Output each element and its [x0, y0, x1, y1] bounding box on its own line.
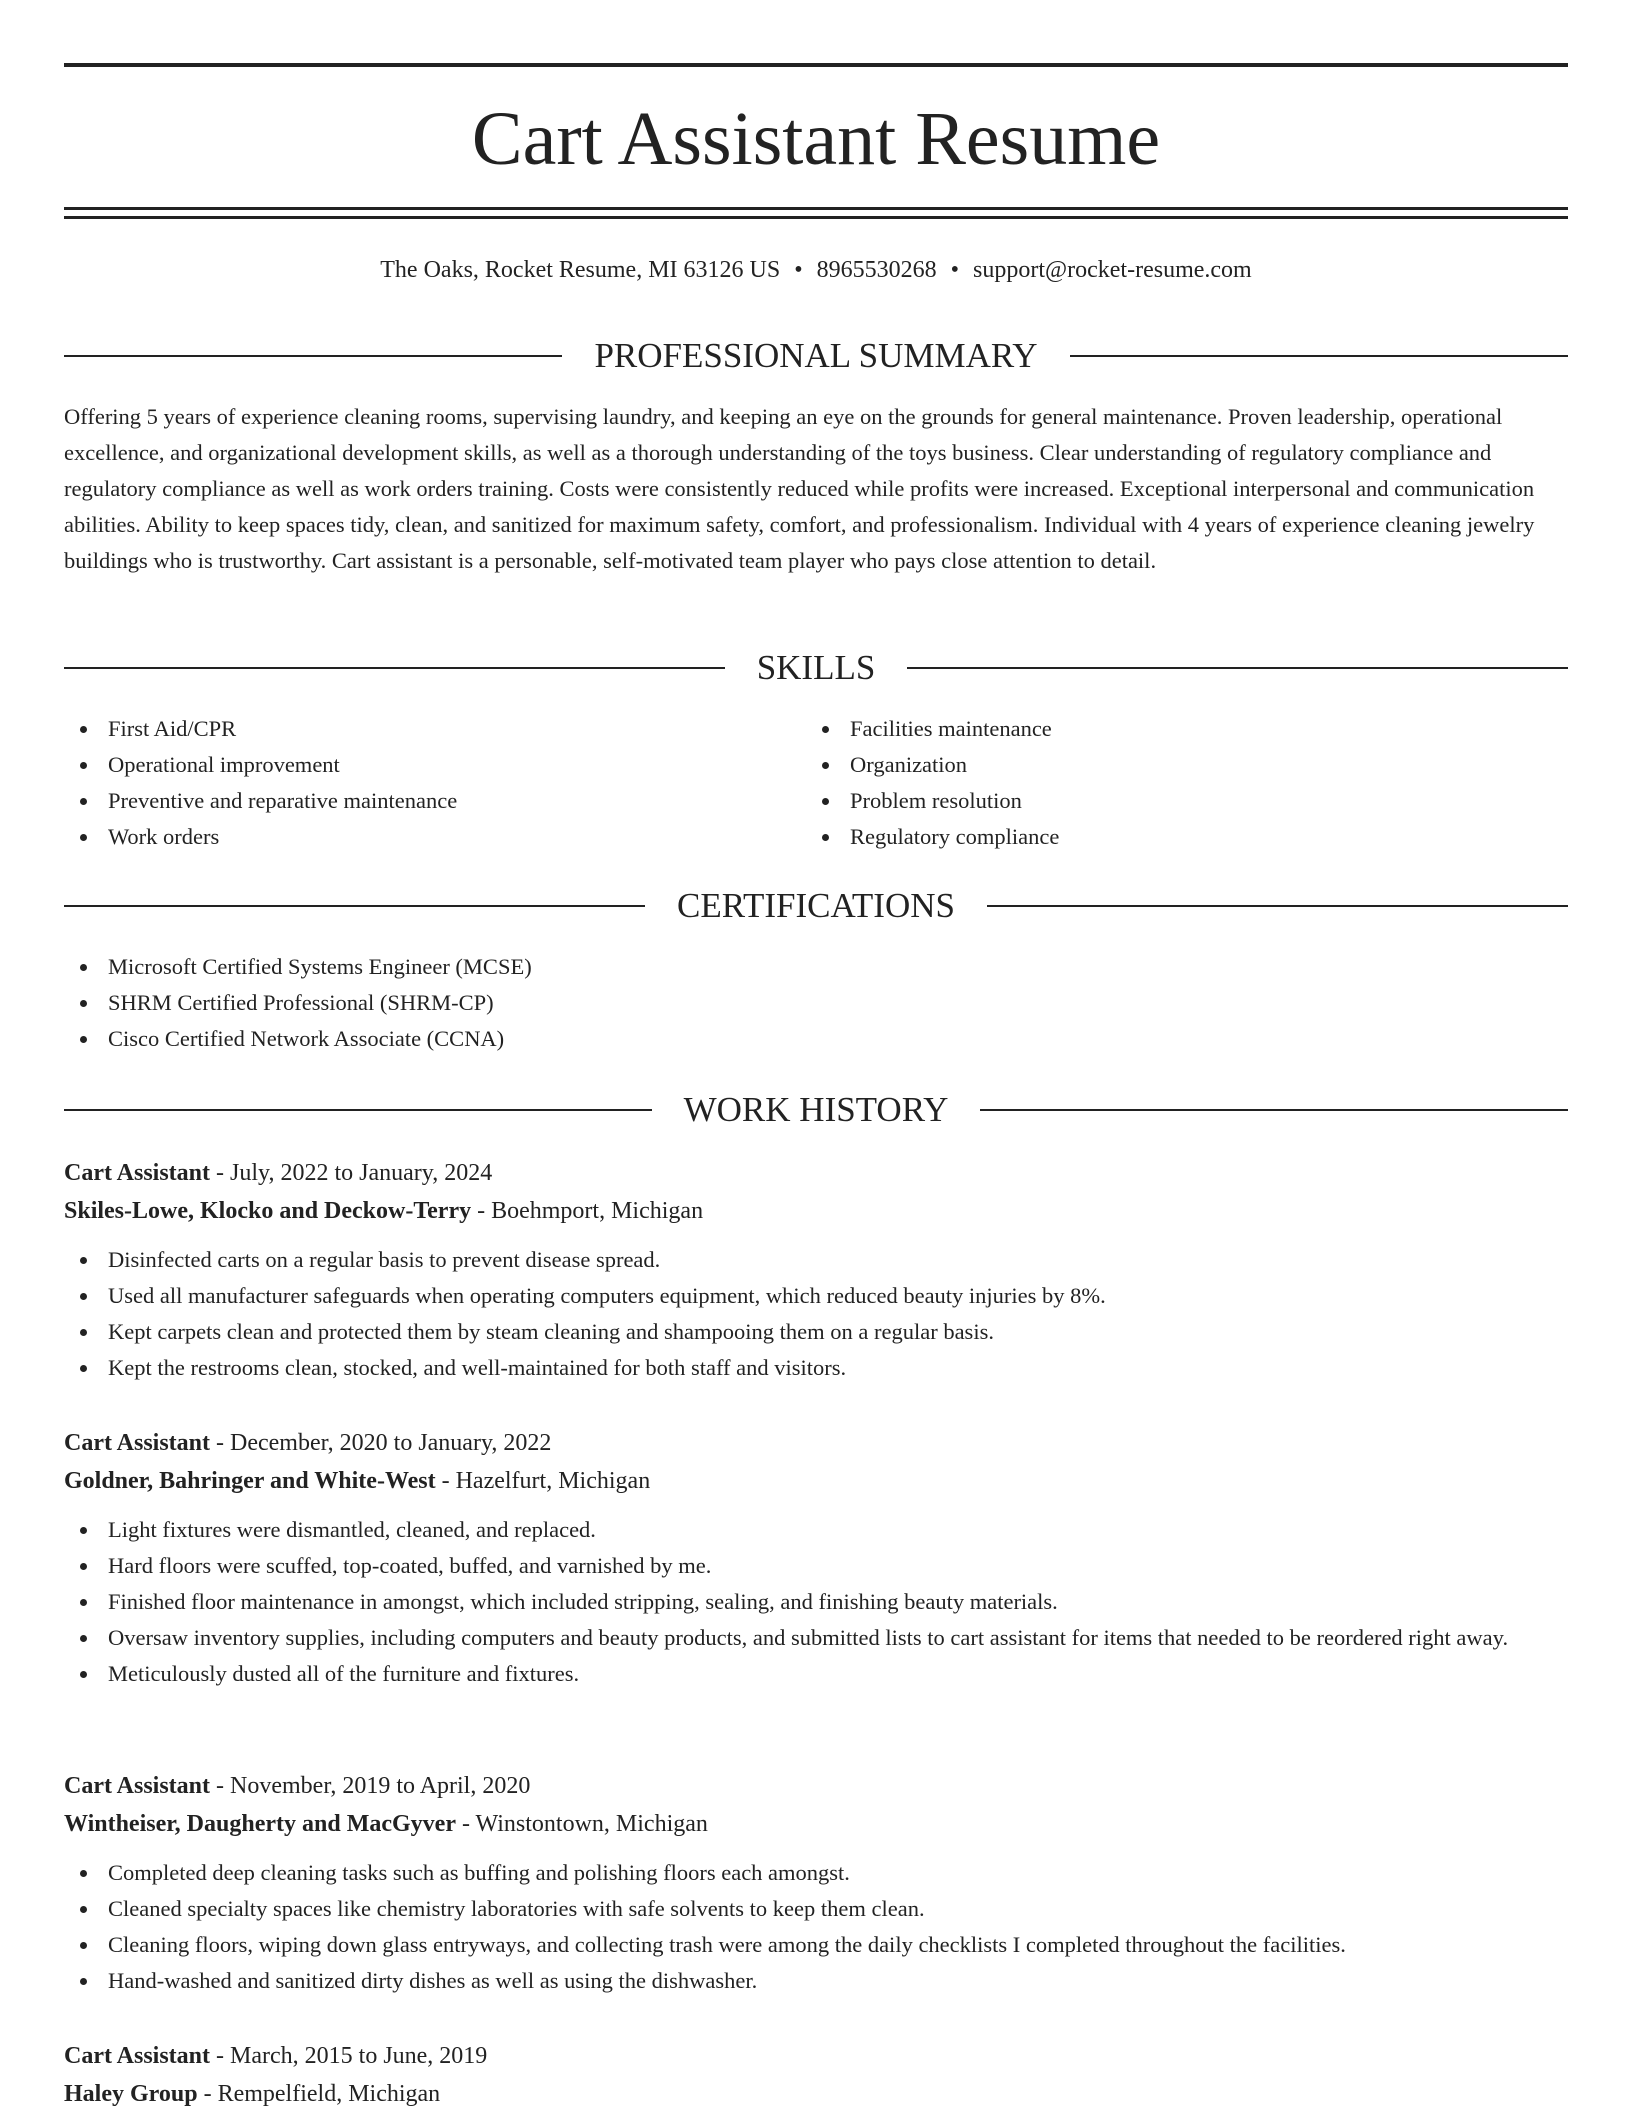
job-title-line	[64, 1424, 1568, 1462]
skills-column-left	[64, 711, 764, 855]
section-heading-summary	[64, 336, 1568, 376]
contact-address: The Oaks, Rocket Resume, MI 63126 US	[380, 257, 781, 283]
contact-separator: •	[794, 257, 803, 283]
job-duty-item: Used all manufacturer safeguards when operating computers equipment, which reduced beauty injuries by 8%.	[64, 1278, 1568, 1314]
job-duty-item: Finished floor maintenance in amongst, which included stripping, sealing, and finishing beauty materials.	[64, 1584, 1568, 1620]
skills-column-right	[806, 711, 1506, 855]
skill-item: Operational improvement	[64, 747, 764, 783]
skills-list	[806, 711, 1506, 855]
job-location: - Rempelfield, Michigan	[197, 2081, 441, 2107]
job-duty-item: Completed deep cleaning tasks such as buffing and polishing floors each amongst.	[64, 1855, 1568, 1891]
section-rule	[64, 355, 562, 357]
skill-item: Regulatory compliance	[806, 819, 1506, 855]
job-dates: - July, 2022 to January, 2024	[210, 1160, 493, 1186]
section-heading-work-history	[64, 1090, 1568, 1130]
job-role: Cart Assistant	[64, 1160, 211, 1186]
section-heading-skills	[64, 648, 1568, 688]
section-rule	[980, 1109, 1568, 1111]
job-entry	[64, 1424, 1568, 1692]
skill-item: First Aid/CPR	[64, 711, 764, 747]
section-rule	[987, 905, 1568, 907]
job-entry	[64, 2037, 1568, 2113]
header-double-rule-bottom	[64, 216, 1568, 219]
skill-item: Problem resolution	[806, 783, 1506, 819]
job-dates: - March, 2015 to June, 2019	[210, 2043, 488, 2069]
job-duty-item: Disinfected carts on a regular basis to prevent disease spread.	[64, 1242, 1568, 1278]
job-location: - Boehmport, Michigan	[471, 1198, 704, 1224]
job-entry	[64, 1767, 1568, 1999]
skills-list	[64, 711, 764, 855]
job-company: Haley Group	[64, 2081, 198, 2107]
job-duty-item: Hard floors were scuffed, top-coated, buffed, and varnished by me.	[64, 1548, 1568, 1584]
job-company-line	[64, 1462, 1568, 1500]
section-heading-certifications	[64, 886, 1568, 926]
summary-paragraph: Offering 5 years of experience cleaning rooms, supervising laundry, and keeping an eye on the grounds for general maintenance. Proven leadership, operational excellence, and organizational development skills, as well as a thorough understanding of the toys business. Clear understanding of regulatory compliance and regulatory compliance as well as work orders training. Costs were consistently reduced while profits were increased. Exceptional interpersonal and communication abilities. Ability to keep spaces tidy, clean, and sanitized for maximum safety, comfort, and professionalism. Individual with 4 years of experience cleaning jewelry buildings who is trustworthy. Cart assistant is a personable, self-motivated team player who pays close attention to detail.	[64, 404, 1535, 573]
job-title-line	[64, 1767, 1568, 1805]
job-role: Cart Assistant	[64, 1773, 211, 1799]
skill-item: Work orders	[64, 819, 764, 855]
job-title-line	[64, 1154, 1568, 1192]
job-location: - Hazelfurt, Michigan	[435, 1468, 651, 1494]
resume-title: Cart Assistant Resume	[471, 97, 1161, 181]
job-duty-item: Cleaned specialty spaces like chemistry laboratories with safe solvents to keep them clean.	[64, 1891, 1568, 1927]
certification-item: Microsoft Certified Systems Engineer (MCSE)	[64, 949, 1568, 985]
job-duty-item: Light fixtures were dismantled, cleaned, and replaced.	[64, 1512, 1568, 1548]
job-duty-item: Cleaning floors, wiping down glass entryways, and collecting trash were among the daily checklists I completed throughout the facilities.	[64, 1927, 1568, 1963]
job-duty-item: Kept the restrooms clean, stocked, and well-maintained for both staff and visitors.	[64, 1350, 1568, 1386]
section-rule	[64, 1109, 652, 1111]
contact-line	[64, 254, 1568, 286]
section-rule	[1070, 355, 1568, 357]
section-title: PROFESSIONAL SUMMARY	[594, 336, 1038, 375]
job-duties-list	[64, 1512, 1568, 1692]
skill-item: Organization	[806, 747, 1506, 783]
section-rule	[907, 667, 1568, 669]
job-role: Cart Assistant	[64, 2043, 211, 2069]
job-duty-item: Hand-washed and sanitized dirty dishes as well as using the dishwasher.	[64, 1963, 1568, 1999]
skill-item: Preventive and reparative maintenance	[64, 783, 764, 819]
job-duty-item: Meticulously dusted all of the furniture and fixtures.	[64, 1656, 1568, 1692]
certification-item: SHRM Certified Professional (SHRM-CP)	[64, 985, 1568, 1021]
section-rule	[64, 905, 645, 907]
job-duties-list	[64, 1242, 1568, 1386]
job-duty-item: Kept carpets clean and protected them by steam cleaning and shampooing them on a regular basis.	[64, 1314, 1568, 1350]
job-duties-list	[64, 1855, 1568, 1999]
job-company: Goldner, Bahringer and White-West	[64, 1468, 436, 1494]
job-company: Wintheiser, Daugherty and MacGyver	[64, 1811, 456, 1837]
contact-separator: •	[950, 257, 960, 283]
section-title: WORK HISTORY	[683, 1090, 949, 1129]
header-top-rule	[64, 63, 1568, 67]
contact-email: support@rocket-resume.com	[973, 257, 1252, 283]
job-duty-item: Oversaw inventory supplies, including computers and beauty products, and submitted lists to cart assistant for items that needed to be reordered right away.	[64, 1620, 1568, 1656]
job-company-line	[64, 1805, 1568, 1843]
job-entry	[64, 1154, 1568, 1386]
section-title: SKILLS	[756, 648, 876, 687]
header-double-rule-top	[64, 207, 1568, 210]
certifications-block	[64, 949, 1568, 1057]
skill-item: Facilities maintenance	[806, 711, 1506, 747]
section-title: CERTIFICATIONS	[677, 886, 955, 925]
section-rule	[64, 667, 725, 669]
job-dates: - December, 2020 to January, 2022	[210, 1430, 552, 1456]
contact-phone: 8965530268	[816, 257, 937, 283]
job-role: Cart Assistant	[64, 1430, 211, 1456]
job-title-line	[64, 2037, 1568, 2075]
job-company: Skiles-Lowe, Klocko and Deckow-Terry	[64, 1198, 472, 1224]
certification-item: Cisco Certified Network Associate (CCNA)	[64, 1021, 1568, 1057]
job-dates: - November, 2019 to April, 2020	[210, 1773, 531, 1799]
job-location: - Winstontown, Michigan	[455, 1811, 708, 1837]
job-company-line	[64, 1192, 1568, 1230]
job-company-line	[64, 2075, 1568, 2113]
certifications-list	[64, 949, 1568, 1057]
